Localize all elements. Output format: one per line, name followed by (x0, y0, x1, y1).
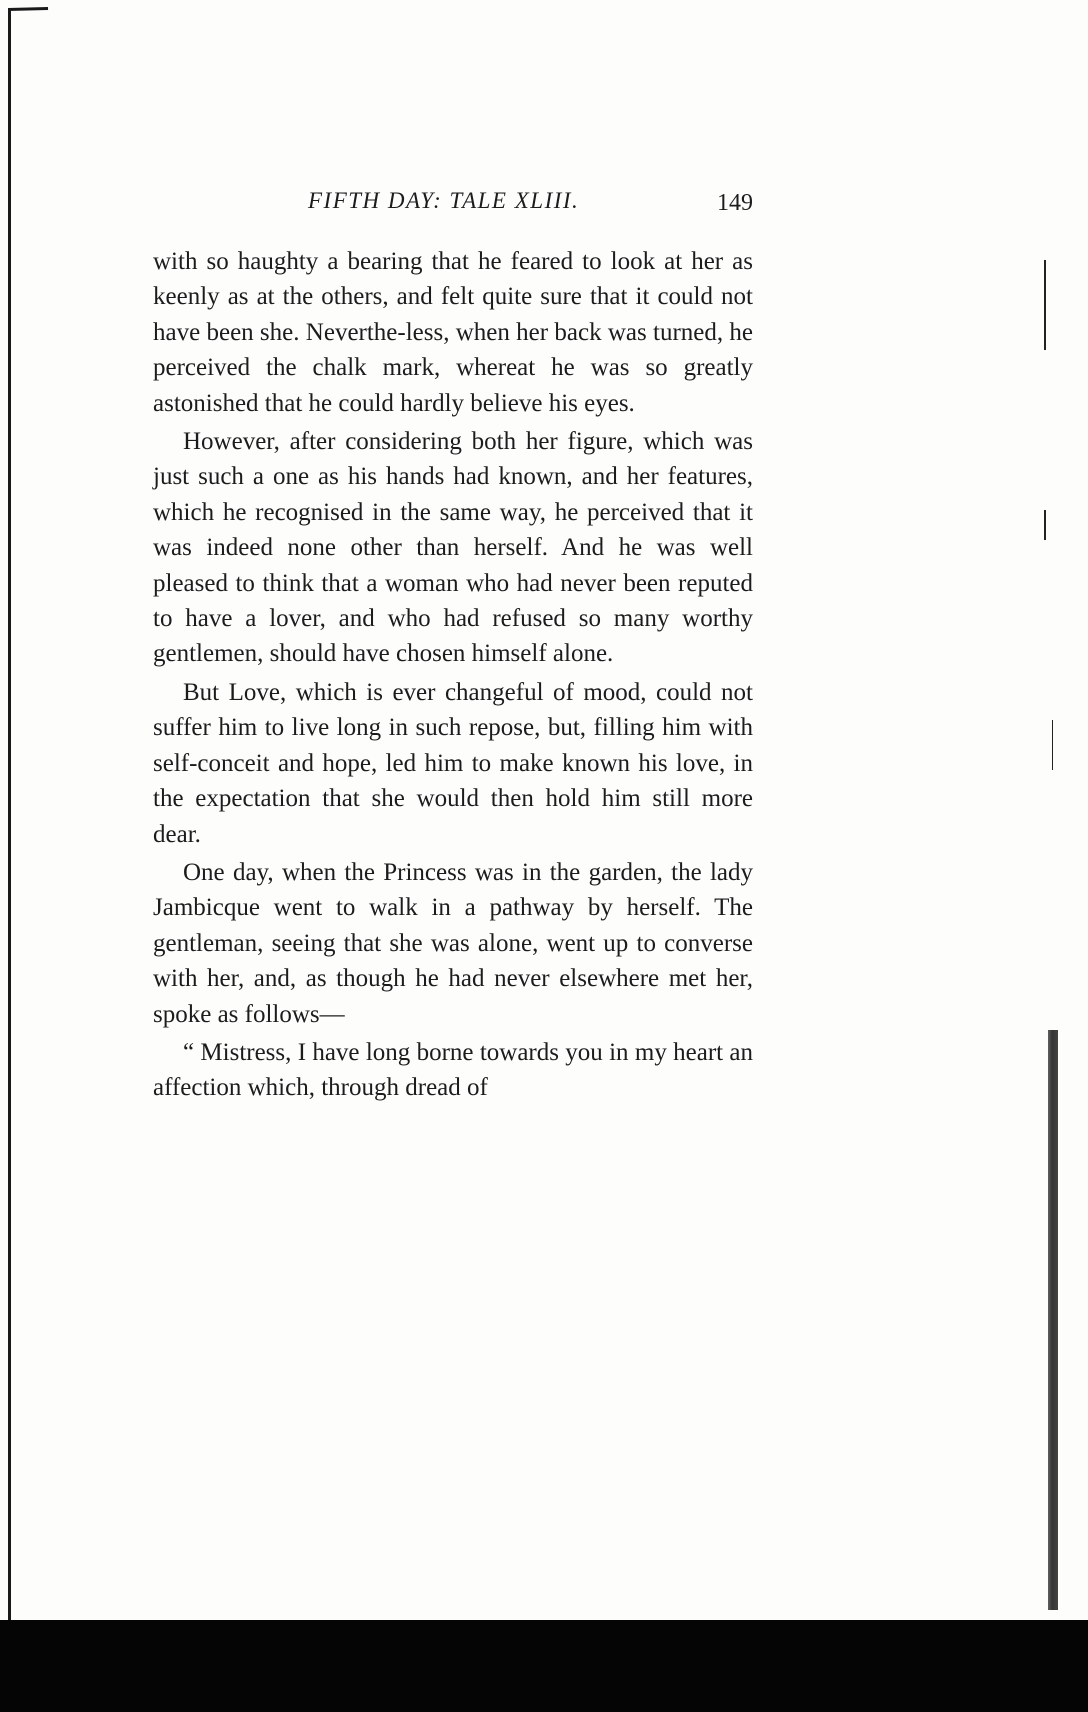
body-text (153, 244, 753, 1106)
page-number: 149 (717, 190, 753, 216)
paragraph: with so haughty a bearing that he feared to look at her as keenly as at the others, and felt quite sure that it could not have been she. Neverthe-less, when her back was turned, he perceived the chalk mark, whereat he was so greatly astonished that he could hardly believe his eyes. (153, 248, 753, 417)
scan-mark (1052, 720, 1053, 770)
paragraph: “ Mistress, I have long borne towards you in my heart an affection which, through dread of (153, 1038, 753, 1102)
paragraph: One day, when the Princess was in the garden, the lady Jambicque went to walk in a pathway by herself. The gentleman, seeing that she was alone, went up to converse with her, and, as though he had never elsewhere met her, spoke as follows— (153, 858, 753, 1028)
scan-mark (1044, 510, 1046, 540)
paragraph: But Love, which is ever changeful of mood, could not suffer him to live long in such repose, but, filling him with self-conceit and hope, led him to make known his love, in the expectation that she would then hold him still more dear. (153, 678, 753, 848)
running-title: FIFTH DAY: TALE XLIII. (308, 188, 580, 213)
running-head (153, 188, 753, 222)
scan-edge-bottom (0, 1620, 1088, 1712)
scan-mark (1044, 260, 1046, 350)
scan-edge-top (8, 7, 48, 11)
scan-edge-left (8, 8, 11, 1628)
scan-edge-right (1048, 1030, 1058, 1610)
paragraph: However, after considering both her figure, which was just such a one as his hands had known, and her features, which he recognised in the same way, he perceived that it was indeed none other than herself. And he was well pleased to think that a woman who had never been reputed to have a lover, and who had refused so many worthy gentlemen, should have chosen himself alone. (153, 428, 753, 668)
